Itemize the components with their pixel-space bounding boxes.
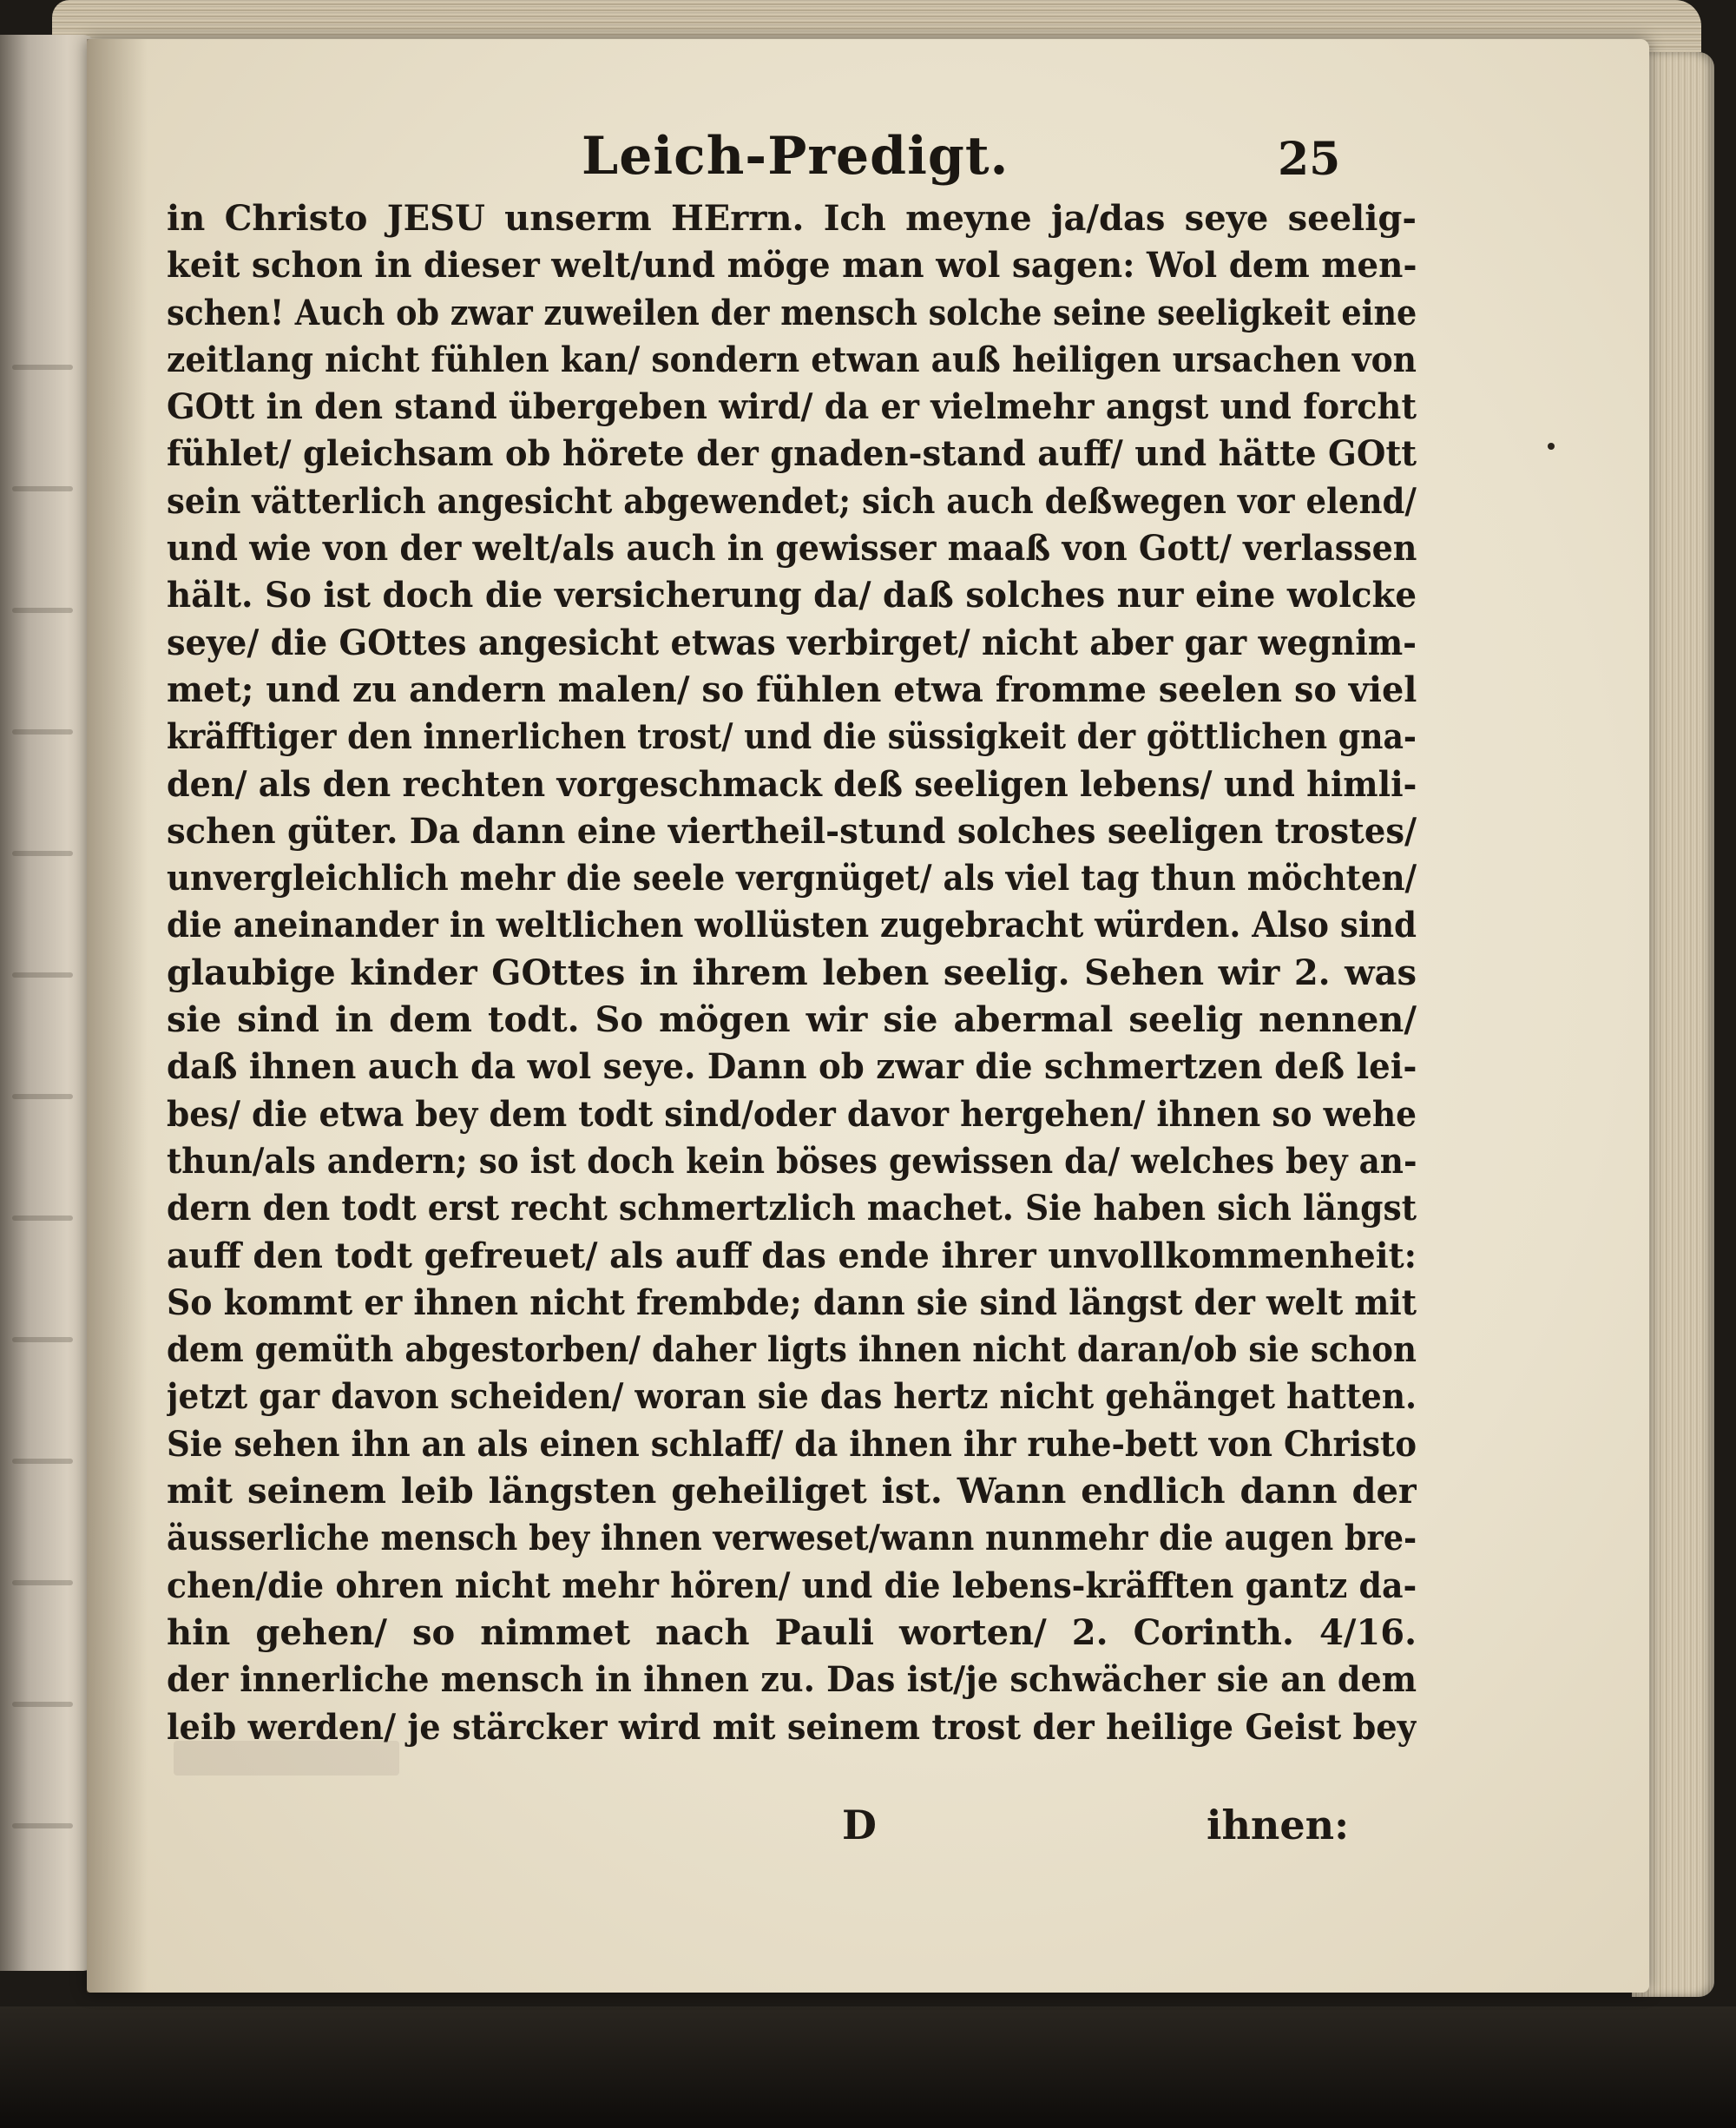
text-line: hält. So ist doch die versicherung da/ daß solches nur eine wolcke — [167, 575, 1417, 616]
text-line: glaubige kinder GOttes in ihrem leben seelig. Sehen wir 2. was — [167, 952, 1417, 993]
text-line: seye/ die GOttes angesicht etwas verbirget/ nicht aber gar wegnim- — [167, 622, 1417, 663]
text-line: dem gemüth abgestorben/ daher ligts ihnen nicht daran/ob sie schon — [167, 1329, 1417, 1371]
body-text — [167, 195, 1417, 1751]
facing-page-text — [12, 729, 73, 735]
facing-page-text — [12, 1216, 73, 1221]
text-line: schen güter. Da dann eine viertheil-stund solches seeligen trostes/ — [167, 810, 1417, 852]
ink-speck — [1548, 443, 1555, 450]
text-line: keit schon in dieser welt/und möge man wol sagen: Wol dem men- — [167, 245, 1417, 287]
text-line: zeitlang nicht fühlen kan/ sondern etwan auß heiligen ursachen von — [167, 339, 1417, 380]
facing-page-text — [12, 1702, 73, 1707]
text-line: GOtt in den stand übergeben wird/ da er vielmehr angst und forcht — [167, 386, 1417, 428]
facing-page-text — [12, 972, 73, 978]
text-line: daß ihnen auch da wol seye. Dann ob zwar die schmertzen deß lei- — [167, 1046, 1417, 1088]
page-header — [87, 126, 1341, 204]
catchword: ihnen: — [1207, 1802, 1350, 1848]
text-line: den/ als den rechten vorgeschmack deß seeligen lebens/ und himli- — [167, 763, 1417, 805]
text-line: der innerliche mensch in ihnen zu. Das ist/je schwächer sie an dem — [167, 1659, 1417, 1701]
page-footer — [87, 1802, 1350, 1854]
text-line: hin gehen/ so nimmet nach Pauli worten/ 2. Corinth. 4/16. — [167, 1611, 1417, 1653]
text-line: schen! Auch ob zwar zuweilen der mensch solche seine seeligkeit eine — [167, 292, 1417, 333]
facing-page-text — [12, 486, 73, 491]
text-line: und wie von der welt/als auch in gewisser maaß von Gott/ verlassen — [167, 528, 1417, 570]
page-number: 25 — [1278, 133, 1341, 186]
gutter-shadow — [87, 39, 148, 1993]
text-line: auff den todt gefreuet/ als auff das ende ihrer unvollkommenheit: — [167, 1235, 1417, 1276]
text-line: Sie sehen ihn an als einen schlaff/ da ihnen ihr ruhe-bett von Christo — [167, 1423, 1417, 1465]
text-line: mit seinem leib längsten geheiliget ist. Wann endlich dann der — [167, 1471, 1417, 1512]
text-line: jetzt gar davon scheiden/ woran sie das hertz nicht gehänget hatten. — [167, 1376, 1417, 1418]
text-line: sie sind in dem todt. So mögen wir sie abermal seelig nennen/ — [167, 999, 1417, 1041]
text-line: kräfftiger den innerlichen trost/ und die süssigkeit der göttlichen gna- — [167, 716, 1417, 758]
text-line: äusserliche mensch bey ihnen verweset/wann nunmehr die augen bre- — [167, 1518, 1417, 1559]
text-line: dern den todt erst recht schmertzlich machet. Sie haben sich längst — [167, 1188, 1417, 1229]
facing-page-text — [12, 1823, 73, 1828]
text-line: bes/ die etwa bey dem todt sind/oder davor hergehen/ ihnen so wehe — [167, 1093, 1417, 1135]
text-line: leib werden/ je stärcker wird mit seinem trost der heilige Geist bey — [167, 1706, 1417, 1748]
running-title: Leich-Predigt. — [582, 126, 1009, 187]
facing-page-text — [12, 1459, 73, 1464]
text-line: chen/die ohren nicht mehr hören/ und die lebens-kräfften gantz da- — [167, 1565, 1417, 1606]
text-line: fühlet/ gleichsam ob hörete der gnaden-stand auff/ und hätte GOtt — [167, 433, 1417, 475]
facing-page-edge — [0, 35, 95, 1971]
facing-page-text — [12, 1094, 73, 1099]
show-through-print — [174, 1741, 399, 1776]
text-line: die aneinander in weltlichen wollüsten zugebracht würden. Also sind — [167, 905, 1417, 946]
text-line: thun/als andern; so ist doch kein böses gewissen da/ welches bey an- — [167, 1140, 1417, 1182]
text-line: met; und zu andern malen/ so fühlen etwa fromme seelen so viel — [167, 669, 1417, 710]
facing-page-text — [12, 1337, 73, 1342]
text-line: in Christo JESU unserm HErrn. Ich meyne ja/das seye seelig- — [167, 198, 1417, 239]
dark-background — [0, 2006, 1736, 2128]
facing-page-text — [12, 851, 73, 856]
facing-page-text — [12, 1580, 73, 1585]
facing-page-text — [12, 608, 73, 613]
text-line: So kommt er ihnen nicht frembde; dann sie sind längst der welt mit — [167, 1281, 1417, 1323]
facing-page-text — [12, 365, 73, 370]
text-line: sein vätterlich angesicht abgewendet; sich auch deßwegen vor elend/ — [167, 480, 1417, 522]
signature-mark: D — [842, 1802, 877, 1848]
printed-page — [87, 39, 1649, 1993]
text-line: unvergleichlich mehr die seele vergnüget/ als viel tag thun möchten/ — [167, 858, 1417, 899]
